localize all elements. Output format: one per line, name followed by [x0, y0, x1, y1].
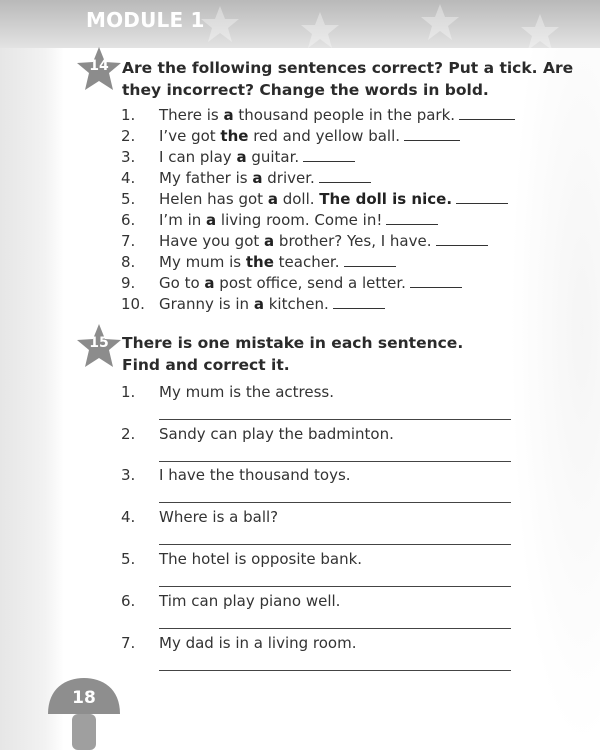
star-icon — [300, 10, 340, 48]
item-text: thousand people in the park. — [233, 106, 456, 124]
bold-word: a — [223, 106, 234, 124]
item-number: 4. — [121, 169, 136, 187]
item-number: 7. — [121, 232, 136, 250]
bold-phrase: The doll is nice. — [319, 190, 453, 208]
instruction-line: they incorrect? Change the words in bold. — [122, 81, 489, 99]
item-number: 8. — [121, 253, 136, 271]
item-text: guitar. — [246, 148, 300, 166]
item-text: doll. — [277, 190, 320, 208]
exercise-14-item — [121, 106, 515, 124]
exercise-14-item — [121, 295, 385, 313]
exercise-15-item — [121, 592, 340, 610]
exercise-14-instruction — [122, 57, 573, 101]
exercise-15-item — [121, 508, 278, 526]
bold-word: the — [245, 253, 274, 271]
star-icon — [200, 4, 240, 44]
exercise-14-item — [121, 127, 460, 145]
item-number: 2. — [121, 425, 136, 443]
exercise-14-item — [121, 169, 371, 187]
answer-line[interactable] — [159, 461, 511, 462]
item-number: 1. — [121, 383, 136, 401]
answer-blank[interactable] — [386, 212, 438, 225]
answer-blank[interactable] — [319, 170, 371, 183]
answer-line[interactable] — [159, 544, 511, 545]
item-number: 5. — [121, 550, 136, 568]
item-number: 9. — [121, 274, 136, 292]
bold-word: a — [267, 190, 278, 208]
answer-blank[interactable] — [436, 233, 488, 246]
answer-line[interactable] — [159, 628, 511, 629]
exercise-14-badge — [76, 46, 122, 92]
item-text: My mum is — [159, 253, 246, 271]
exercise-14-item — [121, 274, 462, 292]
item-number: 6. — [121, 592, 136, 610]
bold-word: a — [204, 274, 215, 292]
instruction-line: Are the following sentences correct? Put a tick. Are — [122, 59, 574, 77]
answer-blank[interactable] — [410, 275, 462, 288]
item-number: 7. — [121, 634, 136, 652]
answer-line[interactable] — [159, 670, 511, 671]
exercise-14-item — [121, 211, 438, 229]
exercise-14-item — [121, 253, 396, 271]
exercise-15-item — [121, 634, 357, 652]
item-text: Where is a ball? — [159, 508, 279, 526]
exercise-15-item — [121, 550, 362, 568]
answer-blank[interactable] — [344, 254, 396, 267]
item-number: 3. — [121, 466, 136, 484]
item-text: driver. — [262, 169, 315, 187]
item-number: 1. — [121, 106, 136, 124]
exercise-15-item — [121, 383, 334, 401]
answer-blank[interactable] — [459, 107, 515, 120]
item-text: living room. Come in! — [216, 211, 383, 229]
exercise-15-item — [121, 466, 351, 484]
item-text: Helen has got — [159, 190, 268, 208]
bold-word: a — [253, 295, 264, 313]
module-header-banner — [0, 0, 600, 48]
answer-line[interactable] — [159, 502, 511, 503]
bold-word: a — [206, 211, 217, 229]
item-text: teacher. — [273, 253, 340, 271]
item-number: 2. — [121, 127, 136, 145]
instruction-line: Find and correct it. — [122, 356, 290, 374]
item-text: Go to — [159, 274, 205, 292]
answer-blank[interactable] — [404, 128, 460, 141]
item-text: I have the thousand toys. — [159, 466, 351, 484]
item-number: 3. — [121, 148, 136, 166]
item-text: My mum is the actress. — [159, 383, 335, 401]
bold-word: a — [236, 148, 247, 166]
item-number: 4. — [121, 508, 136, 526]
answer-line[interactable] — [159, 586, 511, 587]
item-text: There is — [159, 106, 224, 124]
item-number: 6. — [121, 211, 136, 229]
answer-line[interactable] — [159, 419, 511, 420]
answer-blank[interactable] — [333, 296, 385, 309]
item-text: brother? Yes, I have. — [274, 232, 432, 250]
exercise-15-badge — [76, 323, 122, 369]
exercise-number: 15 — [89, 335, 109, 351]
item-text: Have you got — [159, 232, 265, 250]
bold-word: a — [264, 232, 275, 250]
item-text: My dad is in a living room. — [159, 634, 357, 652]
star-icon — [520, 12, 560, 48]
page-number: 18 — [72, 688, 96, 708]
item-text: The hotel is opposite bank. — [159, 550, 363, 568]
item-text: I can play — [159, 148, 237, 166]
item-number: 10. — [121, 295, 145, 313]
answer-blank[interactable] — [456, 191, 508, 204]
exercise-15-instruction — [122, 332, 463, 376]
item-text: Tim can play piano well. — [159, 592, 341, 610]
item-text: post office, send a letter. — [214, 274, 406, 292]
page-number-badge — [44, 674, 124, 750]
item-number: 5. — [121, 190, 136, 208]
item-text: Sandy can play the badminton. — [159, 425, 394, 443]
bold-word: the — [220, 127, 249, 145]
item-text: red and yellow ball. — [248, 127, 401, 145]
item-text: Granny is in — [159, 295, 254, 313]
module-title: MODULE 1 — [86, 8, 205, 32]
item-text: My father is — [159, 169, 253, 187]
exercise-14-item — [121, 232, 488, 250]
instruction-line: There is one mistake in each sentence. — [122, 334, 464, 352]
exercise-15-item — [121, 425, 394, 443]
mushroom-icon — [44, 674, 124, 750]
exercise-number: 14 — [89, 58, 109, 74]
item-text: kitchen. — [263, 295, 329, 313]
item-text: I’ve got — [159, 127, 221, 145]
exercise-14-item — [121, 148, 355, 166]
right-background-texture — [510, 48, 600, 750]
bold-word: a — [252, 169, 263, 187]
item-text: I’m in — [159, 211, 207, 229]
answer-blank[interactable] — [303, 149, 355, 162]
left-decorative-strip — [0, 48, 64, 750]
exercise-14-item — [121, 190, 508, 208]
star-icon — [420, 2, 460, 42]
